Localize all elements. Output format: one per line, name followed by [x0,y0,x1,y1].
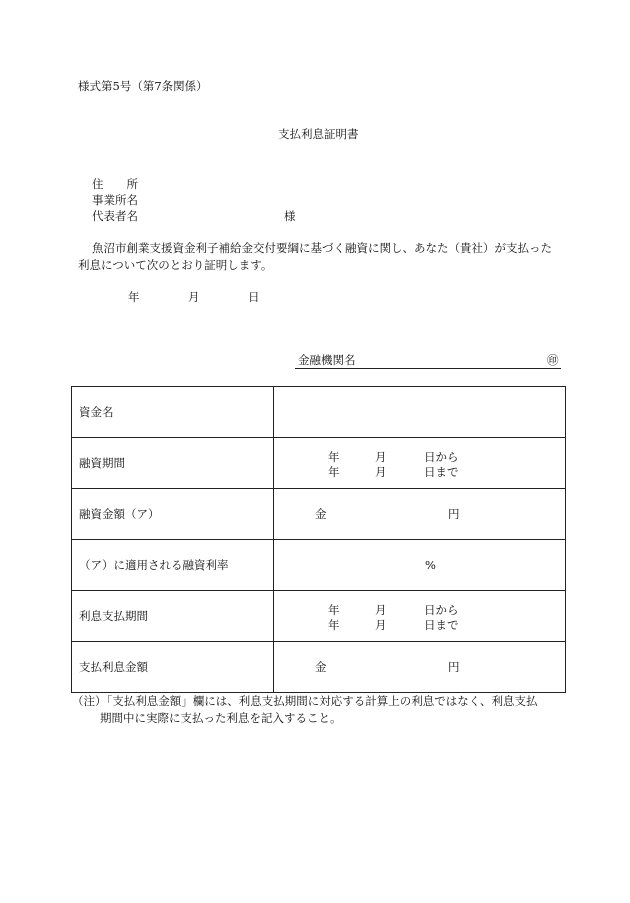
row-value [274,540,566,591]
from-day: 日から [424,450,459,464]
document-title: 支払利息証明書 [278,127,359,141]
body-text-line-2: 利息について次のとおり証明します。 [78,258,273,272]
row-label: 支払利息金額 [72,642,274,693]
amount-unit: 円 [448,660,460,674]
bank-name-label: 金融機関名 [298,353,356,367]
from-day: 日から [424,603,459,617]
date-month: 月 [188,290,200,304]
certificate-table [71,386,566,693]
table-row [72,489,566,540]
table-row [72,591,566,642]
body-text-line-1: 魚沼市創業支援資金利子補給金交付要綱に基づく融資に関し、あなた（貴社）が支払った [92,241,552,255]
from-month: 月 [375,450,387,464]
table-row [72,387,566,438]
date-year: 年 [128,290,140,304]
to-year: 年 [328,618,340,632]
row-label: 融資金額（ア） [72,489,274,540]
table-row [72,642,566,693]
form-number: 様式第5号（第7条関係） [78,79,208,93]
amount-prefix: 金 [315,660,327,674]
note-line-2: 期間中に実際に支払った利息を記入すること。 [100,711,342,725]
from-year: 年 [328,603,340,617]
rate-unit: % [425,558,436,572]
from-month: 月 [375,603,387,617]
row-label: 利息支払期間 [72,591,274,642]
address-label: 住 所 [92,177,138,191]
seal-mark: ㊞ [547,353,559,367]
to-day: 日まで [424,618,459,632]
row-label: 融資期間 [72,438,274,489]
row-value [274,387,566,438]
from-year: 年 [328,450,340,464]
row-label: 資金名 [72,387,274,438]
note-line-1: （注）「支払利息金額」欄には、利息支払期間に対応する計算上の利息ではなく、利息支払 [72,694,538,708]
to-year: 年 [328,465,340,479]
amount-prefix: 金 [315,507,327,521]
honorific: 様 [284,209,296,223]
date-day: 日 [248,290,260,304]
row-value [274,489,566,540]
row-value [274,438,566,489]
representative-label: 代表者名 [92,209,138,223]
bank-name-underline [295,368,561,369]
row-label: （ア）に適用される融資利率 [72,540,274,591]
amount-unit: 円 [448,507,460,521]
row-value [274,591,566,642]
table-row [72,438,566,489]
row-value [274,642,566,693]
to-month: 月 [375,465,387,479]
office-name-label: 事業所名 [92,193,138,207]
table-row [72,540,566,591]
to-month: 月 [375,618,387,632]
to-day: 日まで [424,465,459,479]
